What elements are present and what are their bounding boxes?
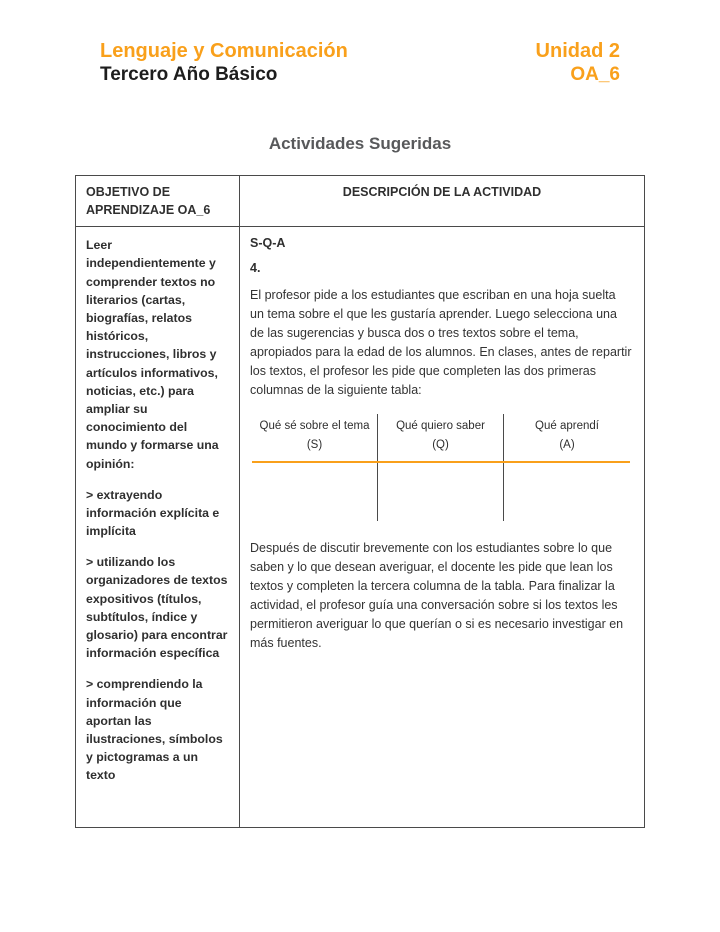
objective-bullet-2: > utilizando los organizadores de textos expositivos (títulos, subtítulos, índice y glosario) para encontrar información específica [86,555,228,661]
objective-bullet-1: > extrayendo información explícita e implícita [86,487,220,539]
sqa-header-q [378,414,504,461]
activities-table [75,175,645,828]
document-header [100,40,620,86]
grade-label: Tercero Año Básico [100,63,278,85]
sqa-header-a [504,414,630,461]
sqa-chart [252,414,630,521]
header-line-1 [100,40,620,64]
sqa-header-s-letter: (S) [306,438,323,451]
oa-label: OA_6 [570,63,620,85]
sqa-header-row [252,414,630,463]
activity-paragraph-1: El profesor pide a los estudiantes que escriban en una hoja suelta un tema sobre el que les gustaría aprender. Luego selecciona una de las sugerencias y busca dos o tres textos sobre el tema, apropiados para la edad de los alumnos. En clases, antes de repartir los textos, el profesor les pide que completen las dos primeras columnas de la siguiente tabla: [250,288,632,398]
objective-intro: Leer independientemente y comprender textos no literarios (cartas, biografías, relatos históricos, instrucciones, libros y artículos informativos, noticias, etc.) para ampliar su conocimiento del mundo y formarse una opinión: [86,238,219,471]
activity-cell [240,227,644,827]
header-line-2 [100,64,620,86]
sqa-empty-cell-q [378,463,504,521]
objective-cell [76,227,240,827]
sqa-header-s [252,414,378,461]
column-header-description: DESCRIPCIÓN DE LA ACTIVIDAD [240,176,644,227]
subject-title: Lenguaje y Comunicación [100,40,348,62]
sqa-empty-cell-a [504,463,630,521]
sqa-header-a-letter: (A) [559,438,575,451]
sqa-empty-cell-s [252,463,378,521]
sqa-header-q-title: Qué quiero saber [396,420,485,433]
objective-bullet-3: > comprendiendo la información que aportan las ilustraciones, símbolos y pictogramas a un texto [86,677,223,783]
sqa-header-q-letter: (Q) [432,438,449,451]
activity-paragraph-2: Después de discutir brevemente con los estudiantes sobre lo que saben y lo que desean averiguar, el docente les pide que lean los textos y completen la tercera columna de la tabla. Para finalizar la actividad, el profesor guía una conversación sobre si los textos les permitieron averiguar lo que querían o si es necesario investigar en más fuentes. [250,541,624,650]
sqa-header-s-title: Qué sé sobre el tema [259,420,370,433]
activity-strategy-label: S-Q-A [250,236,286,251]
unit-label: Unidad 2 [535,40,620,62]
page-title: Actividades Sugeridas [268,134,452,153]
sqa-header-a-title: Qué aprendí [535,420,599,433]
sqa-body-row [252,463,630,521]
activity-number: 4. [250,261,261,276]
column-header-objective: OBJETIVO DE APRENDIZAJE OA_6 [76,176,240,227]
